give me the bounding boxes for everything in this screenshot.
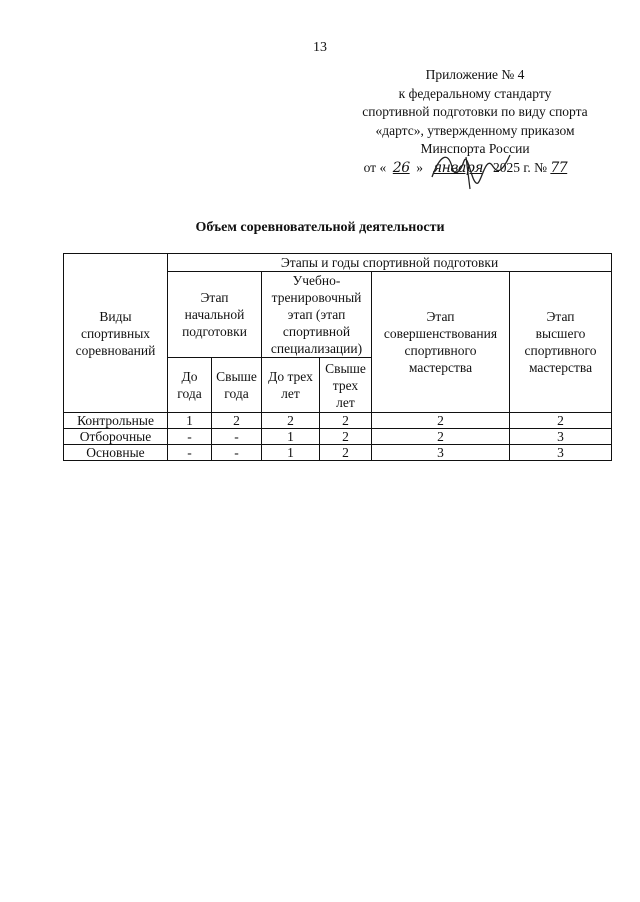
page-number: 13 [313,40,327,55]
year-over-one [212,358,262,413]
date-prefix: от « [363,159,387,175]
annex-line-order: «дартс», утвержденному приказом [375,122,575,138]
row-label: Контрольные [64,413,168,429]
stage-initial-line: подготовки [182,324,247,339]
table-cell: - [212,429,262,445]
stage-initial [168,272,262,358]
stage-training-line: этап (этап [287,307,346,322]
annex-header [330,66,620,177]
year-line: лет [281,386,300,401]
row-header-line: Виды [99,308,132,324]
table-cell: - [212,445,262,461]
table-row [64,429,612,445]
stage-training-line: спортивной [282,324,351,339]
table-cell: 1 [168,413,212,429]
group-header: Этапы и годы спортивной подготовки [168,254,612,272]
order-number: 77 [550,159,568,176]
stage-training [262,272,372,358]
table-cell: 2 [372,413,510,429]
table-cell: 2 [262,413,320,429]
stage-training-line: тренировочный [271,290,362,305]
table-cell: 3 [510,445,612,461]
row-label: Отборочные [64,429,168,445]
date-mid: » [416,159,423,175]
table-cell: 3 [372,445,510,461]
table-cell: - [168,445,212,461]
date-day: 26 [392,159,410,176]
year-line: года [224,386,249,401]
annex-title: Приложение № 4 [425,67,525,82]
year-line: Свыше [325,360,366,376]
stage-initial-line: Этап [200,290,229,305]
table-row [64,413,612,429]
year-under-three [262,358,320,413]
year-line: Свыше [216,369,257,384]
row-header-line: спортивных [80,325,151,341]
annex-line-sport: спортивной подготовки по виду спорта [362,104,588,119]
stage-improvement-line: спортивного [404,343,477,358]
row-header-cell [64,254,168,413]
stage-highest-line: высшего [535,326,586,341]
table-cell: 2 [510,413,612,429]
annex-date-line [330,159,620,178]
stage-highest-line: Этап [546,309,575,324]
table-cell: 2 [372,429,510,445]
stage-training-line: специализации) [270,341,363,356]
table-row [64,445,612,461]
stage-initial-line: начальной [184,307,245,322]
date-year: 2025 г. № [492,159,547,175]
stage-training-line: Учебно- [292,273,341,288]
annex-line-ministry: Минспорта России [420,141,530,156]
stage-highest-line: мастерства [528,360,593,375]
table-cell: 2 [320,429,372,445]
table-cell: 1 [262,429,320,445]
year-line: До трех [268,369,313,384]
stage-improvement-line: мастерства [408,360,473,375]
document-title: Объем соревновательной деятельности [195,220,445,235]
year-line: года [177,386,202,401]
year-under-one [168,358,212,413]
stage-improvement-line: совершенствования [383,326,498,341]
year-line: трех [332,377,359,393]
competition-volume-table [63,253,612,461]
year-line: До [181,369,198,384]
table-cell: 2 [212,413,262,429]
stage-highest [510,272,612,413]
table-cell: - [168,429,212,445]
stage-highest-line: спортивного [524,343,597,358]
row-label: Основные [64,445,168,461]
stage-improvement [372,272,510,413]
table-cell: 1 [262,445,320,461]
year-line: лет [336,394,355,410]
year-over-three [320,358,372,413]
table-cell: 3 [510,429,612,445]
date-month: января [432,159,484,176]
row-header-line: соревнований [75,342,156,358]
annex-line-standard: к федеральному стандарту [398,85,552,101]
table-cell: 2 [320,413,372,429]
table-cell: 2 [320,445,372,461]
stage-improvement-line: Этап [426,309,455,324]
